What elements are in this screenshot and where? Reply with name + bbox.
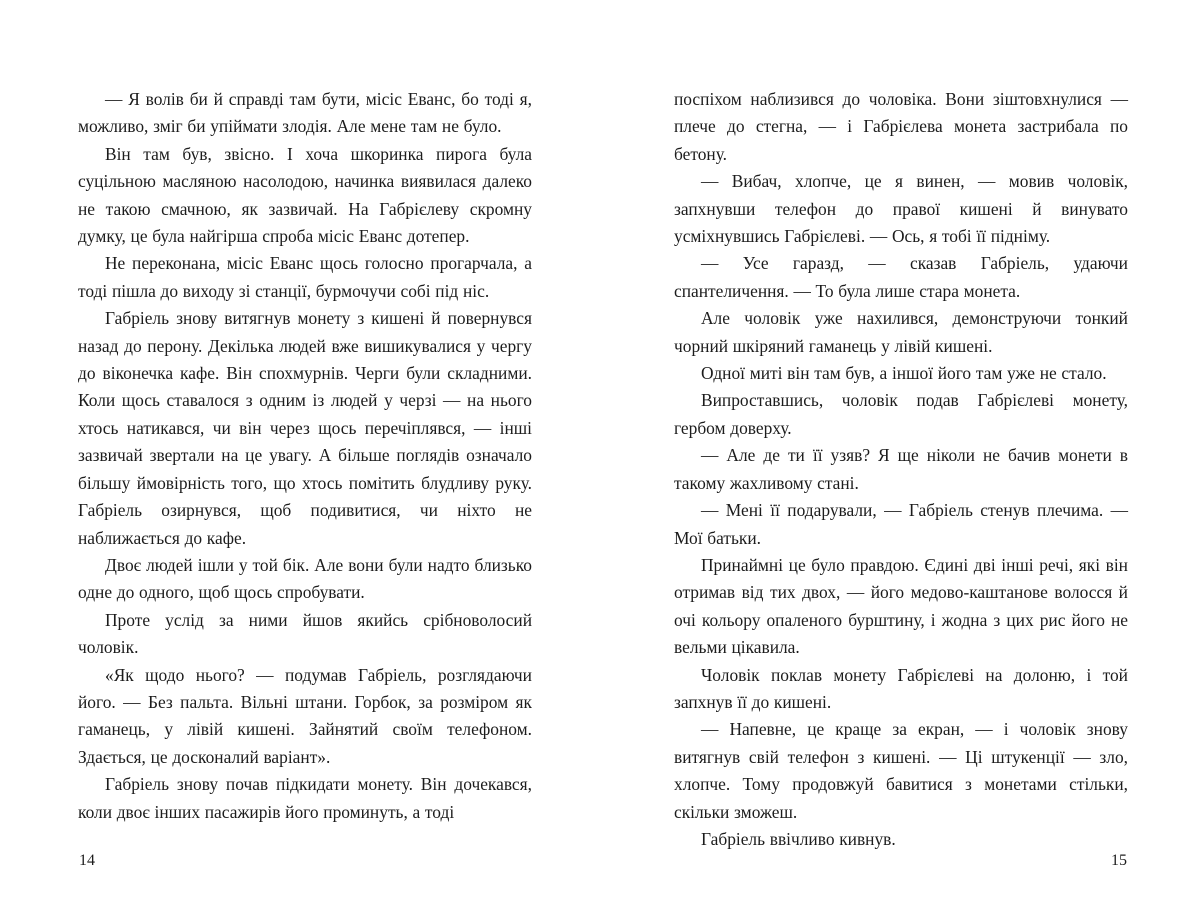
paragraph: — Напевне, це краще за екран, — і чоловік знову витягнув свій телефон з кишені. — Ці штукенції — зло, хлопче. Тому продовжуй бавитися з монетами стільки, скільки зможеш. [674,719,1128,822]
paragraph: Не переконана, місіс Еванс щось голосно прогарчала, а тоді пішла до виходу зі станції, бурмочучи собі під ніс. [78,253,532,301]
paragraph: — Усе гаразд, — сказав Габріель, удаючи спантеличення. — То була лише стара монета. [674,253,1128,301]
page-number-right: 15 [1111,852,1127,869]
paragraph: — Але де ти її узяв? Я ще ніколи не бачив монети в такому жахливому стані. [674,445,1128,493]
paragraph: Але чоловік уже нахилився, демонструючи тонкий чорний шкіряний гаманець у лівій кишені. [674,308,1128,356]
page-right-text [674,86,1128,853]
paragraph: Принаймні це було правдою. Єдині дві інші речі, які він отримав від тих двох, — його медово-каштанове волосся й очі кольору опаленого бурштину, і жодна з цих рис його не вельми цікавила. [674,554,1128,658]
paragraph: поспіхом наблизився до чоловіка. Вони зіштовхнулися — плече до стегна, — і Габрієлева монета застрибала по бетону. [674,89,1128,164]
paragraph: Одної миті він там був, а іншої його там уже не стало. [701,363,1107,384]
paragraph: Габріель ввічливо кивнув. [701,828,896,849]
paragraph: Чоловік поклав монету Габрієлеві на долоню, і той запхнув її до кишені. [674,664,1128,712]
page-right [674,86,1128,922]
page-left-text [78,86,532,826]
paragraph: Проте услід за ними йшов якийсь срібноволосий чоловік. [78,609,532,658]
paragraph: Випроставшись, чоловік подав Габрієлеві монету, гербом доверху. [674,390,1128,438]
paragraph: Він там був, звісно. І хоча шкоринка пирога була суцільною масляною насолодою, начинка виявилася далеко не такою смачною, як зазвичай. На Габрієлеву скромну думку, це була найгірша спроба місіс Еванс дотепер. [78,143,532,247]
paragraph: «Як щодо нього? — подумав Габріель, розглядаючи його. — Без пальта. Вільні штани. Горбок, за розміром як гаманець, у лівій кишені. Зайнятий своїм телефоном. Здається, це досконалий варіант». [78,664,532,767]
paragraph: Габріель знову витягнув монету з кишені й повернувся назад до перону. Декілька людей вже вишикувалися у чергу до віконечка кафе. Він спохмурнів. Черги були складними. Коли щось ставалося з одним із людей у черзі — на нього хтось натикався, чи він через щось перечіплявся, — інші зазвичай звертали на це увагу. А більше поглядів означало більшу ймовірність того, що хтось помітить блудливу руку. Габріель озирнувся, щоб подивитися, чи ніхто не наближається до кафе. [78,308,532,548]
paragraph: — Мені її подарували, — Габріель стенув плечима. — Мої батьки. [674,500,1128,548]
paragraph: — Я волів би й справді там бути, місіс Еванс, бо тоді я, можливо, зміг би упіймати злодія. Але мене там не було. [78,89,532,137]
paragraph: — Вибач, хлопче, це я винен, — мовив чоловік, запхнувши телефон до правої кишені й винувато усміхнувшись Габрієлеві. — Ось, я тобі її підніму. [674,171,1128,247]
page-left [78,86,532,922]
paragraph: Габріель знову почав підкидати монету. Він дочекався, коли двоє інших пасажирів його проминуть, а тоді [78,774,532,822]
paragraph: Двоє людей ішли у той бік. Але вони були надто близько одне до одного, щоб щось спробувати. [78,554,532,603]
page-number-left: 14 [79,852,95,869]
